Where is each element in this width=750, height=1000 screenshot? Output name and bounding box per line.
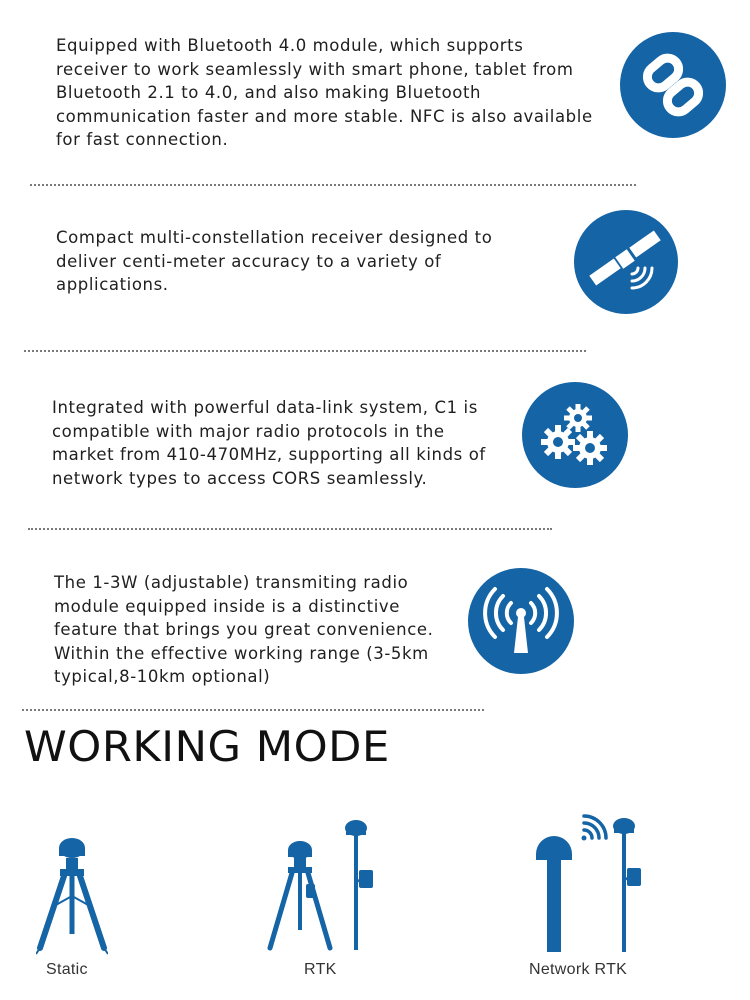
tripod-and-rover-pole-icon (266, 820, 386, 956)
feature-datalink-text (52, 396, 486, 490)
feature-line: typical,8-10km optional) (54, 667, 271, 686)
radio-antenna-icon-badge (468, 568, 574, 674)
mode-static (36, 836, 108, 956)
mode-network-rtk (526, 812, 656, 956)
feature-line: communication faster and more stable. NFC is also available (56, 106, 593, 126)
feature-line: market from 410-470MHz, supporting all kinds of (52, 445, 486, 464)
divider (24, 350, 586, 352)
feature-line: feature that brings you great convenience. (54, 620, 434, 639)
section-title-working-mode: WORKING MODE (24, 722, 390, 771)
divider (28, 528, 552, 530)
feature-line: module equipped inside is a distinctive (54, 596, 401, 616)
mode-rtk (266, 820, 386, 956)
feature-line: The 1-3W (adjustable) transmiting radio (54, 573, 409, 592)
feature-line: Bluetooth 2.1 to 4.0, and also making Bluetooth (56, 83, 482, 102)
feature-line: Equipped with Bluetooth 4.0 module, which supports (56, 36, 524, 55)
base-tower-and-rover-pole-icon (526, 812, 656, 956)
feature-line: Compact multi-constellation receiver designed to (56, 228, 493, 247)
feature-line: for fast connection. (56, 130, 229, 149)
feature-radio-text (54, 571, 433, 689)
mode-label-network-rtk: Network RTK (529, 961, 628, 978)
tripod-receiver-icon (36, 836, 108, 956)
link-icon-badge (620, 32, 726, 138)
feature-line: Integrated with powerful data-link system, C1 is (52, 398, 478, 417)
mode-label-static: Static (46, 961, 88, 978)
feature-line: deliver centi-meter accuracy to a variety of (56, 251, 442, 271)
radio-antenna-icon (483, 583, 559, 659)
divider (22, 709, 484, 711)
divider (30, 184, 636, 186)
feature-line: receiver to work seamlessly with smart phone, tablet from (56, 59, 574, 79)
gears-icon-badge (522, 382, 628, 488)
feature-line: Within the effective working range (3-5km (54, 643, 429, 663)
link-icon (640, 52, 706, 118)
mode-label-rtk: RTK (304, 961, 337, 978)
feature-line: compatible with major radio protocols in the (52, 421, 445, 441)
feature-accuracy-text (56, 226, 492, 297)
feature-line: applications. (56, 275, 169, 294)
feature-line: network types to access CORS seamlessly. (52, 468, 428, 488)
satellite-icon-badge (574, 210, 678, 314)
feature-bluetooth-text (56, 34, 593, 152)
gears-icon (538, 398, 612, 472)
satellite-icon (586, 222, 666, 302)
